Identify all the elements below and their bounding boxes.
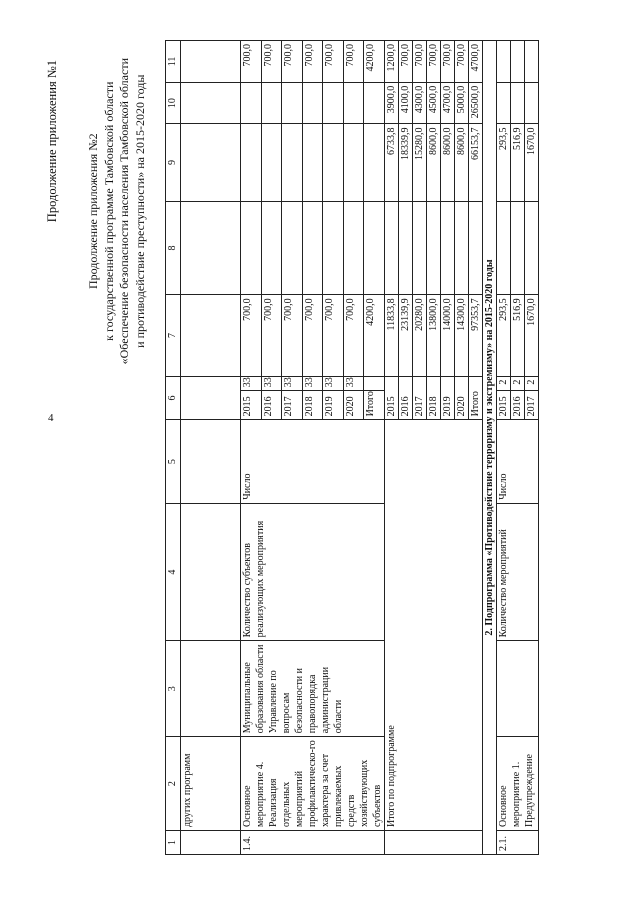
total-value: 516,9 [511, 295, 525, 376]
year-cell: 2019 [441, 376, 455, 420]
total-value: 700,0 [343, 295, 364, 376]
indicator-value: 33 [302, 376, 323, 391]
cell [181, 295, 241, 376]
section-title: 2. Подпрограмма «Противодействие терроризму и экстремизму» на 2015-2020 годы [483, 41, 497, 855]
cell [525, 201, 539, 295]
year-cell: 2015 [497, 391, 511, 420]
cell [343, 201, 364, 295]
indicator-value: 2 [525, 376, 539, 391]
offbudget-value: 700,0 [261, 41, 282, 83]
cell [181, 41, 241, 83]
total-value: 1670,0 [525, 295, 539, 376]
year-cell: 2020 [455, 376, 469, 420]
cell [323, 124, 344, 201]
column-number: 4 [166, 503, 181, 641]
column-number: 5 [166, 420, 181, 503]
total-value: 11833,8 [385, 295, 399, 376]
cell [441, 201, 455, 295]
cell [241, 82, 262, 124]
cell [511, 82, 525, 124]
municipal-value: 4500,0 [427, 82, 441, 124]
year-cell: 2016 [261, 391, 282, 420]
indicator-value: 33 [343, 376, 364, 391]
cell [399, 201, 413, 295]
year-cell: 2017 [282, 391, 303, 420]
cell [427, 201, 441, 295]
offbudget-value: 700,0 [241, 41, 262, 83]
item-number: 2.1. [497, 831, 539, 855]
cell [261, 201, 282, 295]
regional-value: 66153,7 [469, 124, 483, 201]
cell [181, 82, 241, 124]
cell [181, 201, 241, 295]
column-number: 8 [166, 201, 181, 295]
cell [413, 201, 427, 295]
appendix-line: и противодействие преступности» на 2015-2020 годы [132, 74, 147, 348]
table-row [241, 41, 262, 855]
appendix-line: Продолжение приложения №2 [86, 133, 100, 290]
item-indicator: Количество мероприятий [497, 503, 539, 641]
regional-value: 8600,0 [441, 124, 455, 201]
offbudget-value: 700,0 [455, 41, 469, 83]
cell [364, 201, 385, 295]
cell [497, 82, 511, 124]
offbudget-value: 700,0 [413, 41, 427, 83]
cell [511, 41, 525, 83]
total-value: 97353,7 [469, 295, 483, 376]
total-value: 23139,9 [399, 295, 413, 376]
cell [282, 82, 303, 124]
cell [181, 641, 241, 737]
total-value: 13800,0 [427, 295, 441, 376]
cell [261, 124, 282, 201]
offbudget-value: 700,0 [282, 41, 303, 83]
cell [511, 201, 525, 295]
offbudget-value: 4700,0 [469, 41, 483, 83]
offbudget-value: 700,0 [441, 41, 455, 83]
column-number: 1 [166, 831, 181, 855]
item-name: Основное мероприятие 4. Реализация отдельных мероприятий профилактическо-го характера за счет привлекаемых средств хозяйствующих субъектов [241, 737, 385, 831]
table-row [497, 41, 511, 855]
year-cell: 2018 [427, 376, 441, 420]
cell [302, 201, 323, 295]
regional-value: 516,9 [511, 124, 525, 201]
total-value: 4200,0 [364, 295, 385, 376]
column-number: 9 [166, 124, 181, 201]
year-cell: 2015 [241, 391, 262, 420]
column-number: 10 [166, 82, 181, 124]
cell [181, 376, 241, 420]
cell [385, 201, 399, 295]
cell [282, 201, 303, 295]
cell [181, 831, 241, 855]
offbudget-value: 700,0 [343, 41, 364, 83]
cell [469, 201, 483, 295]
year-cell: 2015 [385, 376, 399, 420]
cell [241, 201, 262, 295]
carry-text: других программ [181, 737, 241, 831]
column-number: 7 [166, 295, 181, 376]
cell [181, 124, 241, 201]
cell [282, 124, 303, 201]
cell [385, 831, 483, 855]
regional-value: 15280,0 [413, 124, 427, 201]
cell [497, 641, 539, 737]
cell [364, 124, 385, 201]
column-number: 2 [166, 737, 181, 831]
year-cell: Итого [364, 391, 385, 420]
regional-value: 6733,8 [385, 124, 399, 201]
indicator-value: 33 [323, 376, 344, 391]
program-table [165, 40, 539, 855]
total-value: 20280,0 [413, 295, 427, 376]
cell [525, 41, 539, 83]
total-value: 14000,0 [441, 295, 455, 376]
subtotal-label: Итого по подпрограмме [385, 420, 483, 831]
regional-value: 8600,0 [455, 124, 469, 201]
year-cell: Итого [469, 376, 483, 420]
total-value: 700,0 [261, 295, 282, 376]
total-value: 700,0 [282, 295, 303, 376]
municipal-value: 4300,0 [413, 82, 427, 124]
year-cell: 2016 [399, 376, 413, 420]
indicator-value: 33 [241, 376, 262, 391]
offbudget-value: 700,0 [427, 41, 441, 83]
item-executor: Муниципальные образования области Управление по вопросам безопасности и правопорядка администрации области [241, 641, 385, 737]
regional-value: 8600,0 [427, 124, 441, 201]
item-number: 1.4. [241, 831, 385, 855]
column-number: 3 [166, 641, 181, 737]
offbudget-value: 700,0 [399, 41, 413, 83]
cell [181, 503, 241, 641]
cell [343, 124, 364, 201]
cell [343, 82, 364, 124]
indicator-value [364, 376, 385, 391]
year-cell: 2019 [323, 391, 344, 420]
appendix-line: «Обеспечение безопасности населения Тамбовской области [117, 58, 132, 365]
page-number: 4 [48, 412, 54, 424]
item-indicator: Количество субъектов реализующих мероприятия [241, 503, 385, 641]
continuation-header: Продолжение приложения №1 [45, 60, 59, 223]
cell [497, 201, 511, 295]
municipal-value: 4700,0 [441, 82, 455, 124]
indicator-value: 2 [511, 376, 525, 391]
cell [323, 82, 344, 124]
year-cell: 2017 [413, 376, 427, 420]
regional-value: 18339,9 [399, 124, 413, 201]
municipal-value: 4100,0 [399, 82, 413, 124]
section-title-row [483, 41, 497, 855]
cell [181, 420, 241, 503]
cell [525, 82, 539, 124]
regional-value: 293,5 [497, 124, 511, 201]
cell [497, 41, 511, 83]
total-value: 293,5 [497, 295, 511, 376]
year-cell: 2016 [511, 391, 525, 420]
table-row [385, 41, 399, 855]
item-unit: Число [497, 420, 539, 503]
total-value: 700,0 [302, 295, 323, 376]
municipal-value: 26500,0 [469, 82, 483, 124]
cell [261, 82, 282, 124]
appendix-header [86, 58, 148, 364]
year-cell: 2017 [525, 391, 539, 420]
indicator-value: 33 [282, 376, 303, 391]
total-value: 14300,0 [455, 295, 469, 376]
indicator-value: 33 [261, 376, 282, 391]
appendix-line: к государственной программе Тамбовской области [101, 81, 116, 341]
municipal-value: 5000,0 [455, 82, 469, 124]
offbudget-value: 4200,0 [364, 41, 385, 83]
cell [323, 201, 344, 295]
offbudget-value: 1200,0 [385, 41, 399, 83]
column-number: 6 [166, 376, 181, 420]
regional-value: 1670,0 [525, 124, 539, 201]
offbudget-value: 700,0 [323, 41, 344, 83]
offbudget-value: 700,0 [302, 41, 323, 83]
item-unit: Число [241, 420, 385, 503]
cell [455, 201, 469, 295]
carry-row [181, 41, 241, 855]
cell [241, 124, 262, 201]
item-name: Основное мероприятие 1. Предупреждение [497, 737, 539, 831]
municipal-value: 3900,0 [385, 82, 399, 124]
cell [364, 82, 385, 124]
total-value: 700,0 [323, 295, 344, 376]
indicator-value: 2 [497, 376, 511, 391]
cell [302, 82, 323, 124]
total-value: 700,0 [241, 295, 262, 376]
column-number-row [166, 41, 181, 855]
column-number: 11 [166, 41, 181, 83]
year-cell: 2018 [302, 391, 323, 420]
year-cell: 2020 [343, 391, 364, 420]
cell [302, 124, 323, 201]
